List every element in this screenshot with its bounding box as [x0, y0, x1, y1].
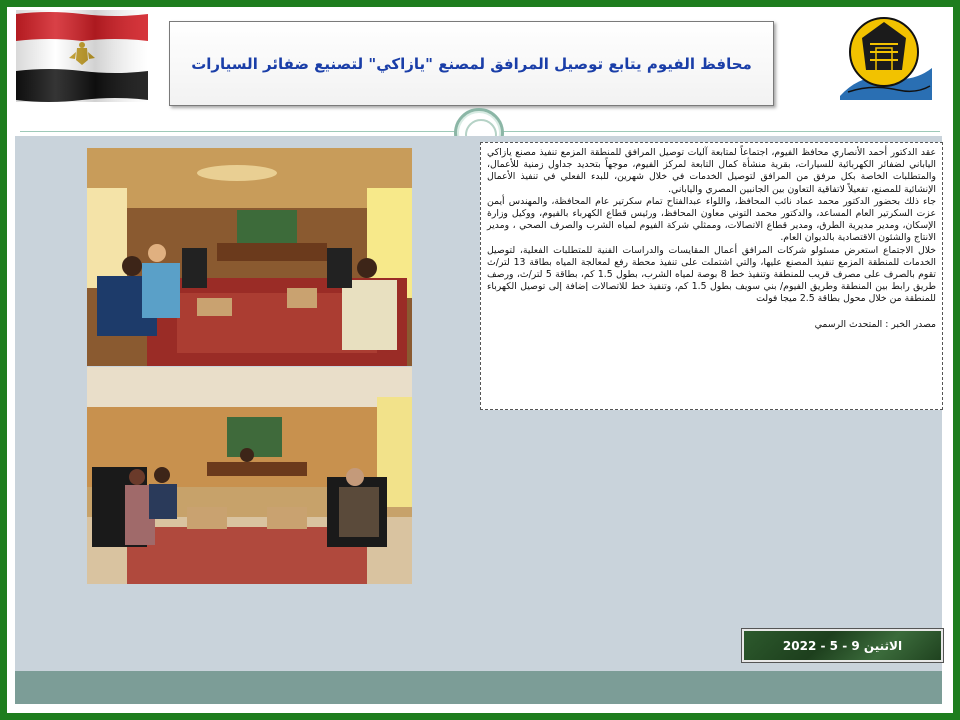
headline-title: محافظ الفيوم يتابع توصيل المرافق لمصنع "يازاكي" لتصنيع ضفائر السيارات — [191, 54, 752, 73]
footer-band — [15, 671, 942, 704]
article-paragraph-2: جاء ذلك بحضور الدكتور محمد عماد نائب المحافظ، واللواء عبدالفتاح تمام سكرتير عام المحافظة، والمهندس أيمن عزت السكرتير العام المساعد، والدكتور محمد التوني معاون المحافظ، ورئيس قطاع الكهرباء بالفيوم، ووكيل وزارة الإسكان، ومدير مديرية الطرق، ومدير قطاع الاتصالات، وممثلي شركة الفيوم لمياه الشرب والصرف الصحي ، ومدير الانتاج والشئون الاقتصادية بالديوان العام. — [487, 195, 936, 244]
article-source: مصدر الخبر : المتحدث الرسمي — [814, 318, 936, 330]
date-badge — [742, 629, 943, 662]
fayoum-governorate-logo — [832, 8, 936, 106]
article-text-box — [480, 142, 943, 410]
meeting-photo-1 — [87, 148, 412, 366]
article-paragraph-1: عقد الدكتور أحمد الأنصاري محافظ الفيوم، اجتماعاً لمتابعة آليات توصيل المرافق للمنطقة المزمع تنفيذ مصنع يازاكي الياباني لضفائر الكهربائية للسيارات، بقرية منشأة كمال التابعة لمركز الفيوم، موجهاً بتحديد جداول زمنية للأعمال، والمتطلبات الخاصة بكل مرفق من المرافق لتوصيل الخدمات في خلال شهرين، للبدء الفعلي في تنفيذ الأعمال الإنشائية للمصنع، تفعيلاً لاتفاقية التعاون بين الجانبين المصري والياباني. — [487, 147, 936, 195]
meeting-photo-2 — [87, 367, 412, 584]
headline-box — [169, 21, 774, 106]
egypt-flag-icon — [16, 10, 148, 102]
article-paragraph-3: خلال الاجتماع استعرض مسئولو شركات المرافق أعمال المقايسات والدراسات الفنية للمتطلبات الفعلية، لتوصيل الخدمات للمنطقة المزمع تنفيذ المصنع عليها، والتي اشتملت على تنفيذ محطة رفع لمعالجة المياه بطاقة 13 لتر/ث تقوم بالصرف على مصرف قريب للمنطقة وتنفيذ خط 8 بوصة لمياه الشرب، بطول 1.5 كم، بطاقة 5 لتر/ث، ورصف طريق رابط بين المنطقة وطريق الفيوم/ بني سويف بطول 1.5 كم، وتنفيذ خط للاتصالات إضافة إلى توصيل الكهرباء للمنطقة من خلال محول بطاقة 2.5 ميجا فولت — [487, 244, 937, 305]
publish-date: الاثنين 9 - 5 - 2022 — [782, 638, 903, 653]
